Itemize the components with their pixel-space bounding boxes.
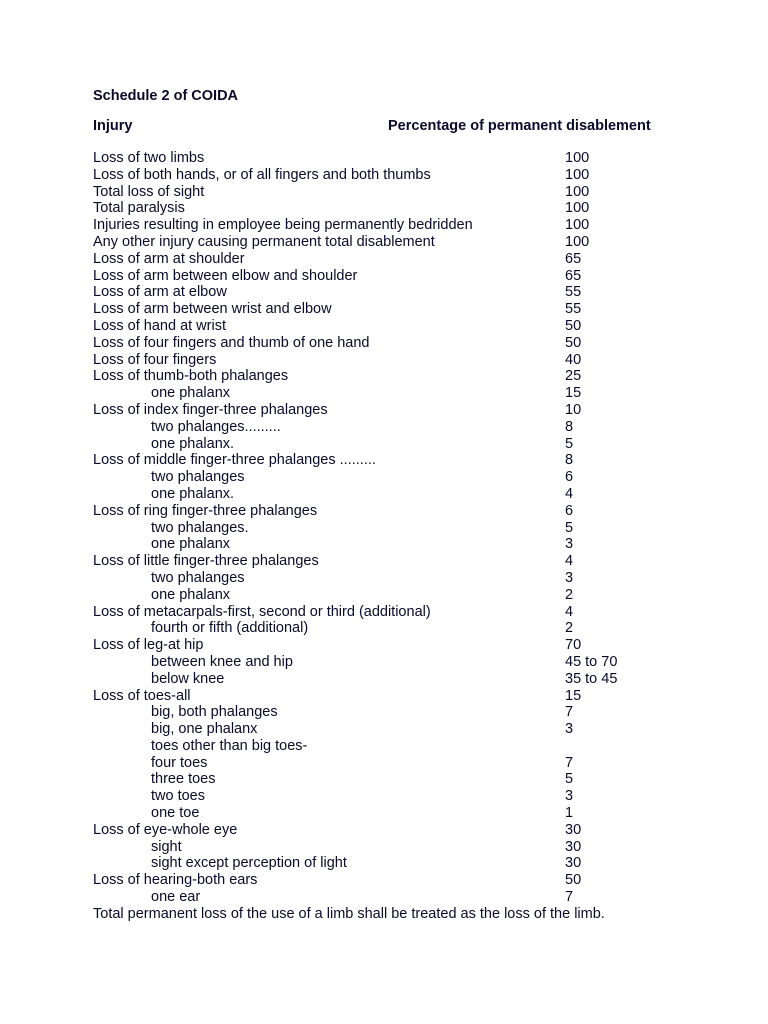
percentage-value: 70 bbox=[565, 637, 582, 654]
table-row bbox=[93, 167, 733, 184]
percentage-value: 45 to 70 bbox=[565, 653, 618, 670]
injury-label: one phalanx bbox=[151, 536, 231, 553]
column-header-percentage: Percentage of permanent disablement bbox=[388, 118, 651, 134]
percentage-value: 4 bbox=[565, 603, 574, 620]
injury-label: Injuries resulting in employee being permanently bedridden bbox=[93, 217, 473, 234]
percentage-value: 3 bbox=[565, 721, 574, 738]
table-row bbox=[93, 855, 733, 872]
percentage-value: 35 to 45 bbox=[565, 670, 618, 687]
injury-label: sight except perception of light bbox=[151, 855, 347, 872]
injury-label: Loss of middle finger-three phalanges ......... bbox=[93, 452, 376, 469]
table-row bbox=[93, 755, 733, 772]
percentage-value: 7 bbox=[565, 889, 574, 906]
percentage-value: 65 bbox=[565, 250, 582, 267]
injury-label: Loss of four fingers bbox=[93, 351, 217, 368]
injury-label: one phalanx bbox=[151, 385, 231, 402]
injury-label: one toe bbox=[151, 805, 200, 822]
injury-label: Loss of ring finger-three phalanges bbox=[93, 502, 318, 519]
percentage-value: 10 bbox=[565, 401, 582, 418]
percentage-value: 2 bbox=[565, 586, 574, 603]
table-row bbox=[93, 318, 733, 335]
table-row bbox=[93, 637, 733, 654]
injury-label: one phalanx bbox=[151, 586, 231, 603]
table-row bbox=[93, 268, 733, 285]
table-row bbox=[93, 335, 733, 352]
percentage-value: 5 bbox=[565, 435, 574, 452]
disablement-table bbox=[93, 150, 733, 906]
injury-label: between knee and hip bbox=[151, 653, 293, 670]
table-row bbox=[93, 368, 733, 385]
percentage-value: 55 bbox=[565, 301, 582, 318]
table-row bbox=[93, 671, 733, 688]
table-row bbox=[93, 234, 733, 251]
table-row bbox=[93, 822, 733, 839]
table-row bbox=[93, 570, 733, 587]
injury-label: big, both phalanges bbox=[151, 704, 278, 721]
injury-label: Loss of hearing-both ears bbox=[93, 872, 258, 889]
injury-label: two toes bbox=[151, 788, 205, 805]
table-row bbox=[93, 184, 733, 201]
percentage-value: 100 bbox=[565, 150, 590, 166]
percentage-value: 6 bbox=[565, 469, 574, 486]
table-row bbox=[93, 469, 733, 486]
table-row bbox=[93, 452, 733, 469]
percentage-value: 100 bbox=[565, 217, 590, 234]
table-row bbox=[93, 536, 733, 553]
table-row bbox=[93, 436, 733, 453]
table-row bbox=[93, 385, 733, 402]
table-row bbox=[93, 520, 733, 537]
percentage-value: 30 bbox=[565, 821, 582, 838]
percentage-value: 4 bbox=[565, 485, 574, 502]
injury-label: big, one phalanx bbox=[151, 721, 258, 738]
table-row bbox=[93, 284, 733, 301]
table-row bbox=[93, 805, 733, 822]
injury-label: Loss of little finger-three phalanges bbox=[93, 553, 319, 570]
injury-label: Any other injury causing permanent total disablement bbox=[93, 233, 435, 250]
percentage-value: 40 bbox=[565, 351, 582, 368]
table-row bbox=[93, 704, 733, 721]
injury-label: Loss of eye-whole eye bbox=[93, 821, 238, 838]
percentage-value: 8 bbox=[565, 418, 574, 435]
percentage-value: 50 bbox=[565, 334, 582, 351]
table-row bbox=[93, 721, 733, 738]
percentage-value: 15 bbox=[565, 385, 582, 402]
injury-label: Loss of thumb-both phalanges bbox=[93, 368, 289, 385]
column-header-injury: Injury bbox=[93, 118, 133, 134]
table-row bbox=[93, 688, 733, 705]
percentage-value: 5 bbox=[565, 519, 574, 536]
percentage-value: 100 bbox=[565, 200, 590, 217]
percentage-value: 55 bbox=[565, 284, 582, 301]
table-row bbox=[93, 788, 733, 805]
percentage-value: 30 bbox=[565, 855, 582, 872]
injury-label: Loss of metacarpals-first, second or third (additional) bbox=[93, 603, 431, 620]
percentage-value: 100 bbox=[565, 183, 590, 200]
percentage-value: 65 bbox=[565, 267, 582, 284]
injury-label: Total paralysis bbox=[93, 200, 185, 217]
injury-label: sight bbox=[151, 838, 182, 855]
injury-label: fourth or fifth (additional) bbox=[151, 620, 309, 637]
document-title: Schedule 2 of COIDA bbox=[93, 88, 239, 104]
injury-label: Loss of hand at wrist bbox=[93, 317, 226, 334]
injury-label: Loss of arm between elbow and shoulder bbox=[93, 267, 358, 284]
percentage-value: 25 bbox=[565, 368, 582, 385]
percentage-value: 2 bbox=[565, 620, 574, 637]
percentage-value: 3 bbox=[565, 788, 574, 805]
percentage-value: 100 bbox=[565, 166, 590, 183]
percentage-value: 3 bbox=[565, 569, 574, 586]
table-row bbox=[93, 771, 733, 788]
injury-label: one phalanx. bbox=[151, 485, 235, 502]
table-row bbox=[93, 419, 733, 436]
injury-label: three toes bbox=[151, 771, 216, 788]
table-row bbox=[93, 620, 733, 637]
table-row bbox=[93, 889, 733, 906]
injury-label: two phalanges. bbox=[151, 519, 249, 536]
table-row bbox=[93, 402, 733, 419]
table-row bbox=[93, 217, 733, 234]
injury-label: one ear bbox=[151, 889, 201, 906]
injury-label: Loss of arm at shoulder bbox=[93, 250, 245, 267]
injury-label: two phalanges bbox=[151, 569, 245, 586]
table-row bbox=[93, 352, 733, 369]
percentage-value: 6 bbox=[565, 502, 574, 519]
table-row bbox=[93, 872, 733, 889]
injury-label: Loss of leg-at hip bbox=[93, 637, 204, 654]
percentage-value: 8 bbox=[565, 452, 574, 469]
percentage-value: 1 bbox=[565, 805, 574, 822]
table-row bbox=[93, 503, 733, 520]
percentage-value: 3 bbox=[565, 536, 574, 553]
percentage-value: 5 bbox=[565, 771, 574, 788]
table-row bbox=[93, 301, 733, 318]
injury-label: below knee bbox=[151, 670, 225, 687]
percentage-value: 50 bbox=[565, 317, 582, 334]
table-row bbox=[93, 251, 733, 268]
table-row bbox=[93, 553, 733, 570]
injury-label: Loss of two limbs bbox=[93, 150, 205, 166]
table-row bbox=[93, 839, 733, 856]
table-row bbox=[93, 486, 733, 503]
table-row bbox=[93, 654, 733, 671]
table-row bbox=[93, 587, 733, 604]
injury-label: two phalanges bbox=[151, 469, 245, 486]
injury-label: Total loss of sight bbox=[93, 183, 205, 200]
percentage-value: 50 bbox=[565, 872, 582, 889]
injury-label: four toes bbox=[151, 754, 208, 771]
table-row bbox=[93, 150, 733, 167]
injury-label: Loss of arm at elbow bbox=[93, 284, 227, 301]
percentage-value: 15 bbox=[565, 687, 582, 704]
injury-label: Loss of index finger-three phalanges bbox=[93, 401, 328, 418]
table-row bbox=[93, 200, 733, 217]
injury-label: Loss of both hands, or of all fingers and both thumbs bbox=[93, 166, 431, 183]
injury-label: two phalanges......... bbox=[151, 418, 281, 435]
injury-label: toes other than big toes- bbox=[151, 737, 308, 754]
percentage-value: 100 bbox=[565, 233, 590, 250]
table-row bbox=[93, 604, 733, 621]
percentage-value: 7 bbox=[565, 754, 574, 771]
injury-label: Loss of four fingers and thumb of one hand bbox=[93, 334, 370, 351]
percentage-value: 4 bbox=[565, 553, 574, 570]
table-row bbox=[93, 738, 733, 755]
injury-label: one phalanx. bbox=[151, 435, 235, 452]
percentage-value: 30 bbox=[565, 838, 582, 855]
percentage-value: 7 bbox=[565, 704, 574, 721]
injury-label: Loss of toes-all bbox=[93, 687, 191, 704]
injury-label: Loss of arm between wrist and elbow bbox=[93, 301, 332, 318]
footnote: Total permanent loss of the use of a limb shall be treated as the loss of the limb. bbox=[93, 906, 605, 922]
